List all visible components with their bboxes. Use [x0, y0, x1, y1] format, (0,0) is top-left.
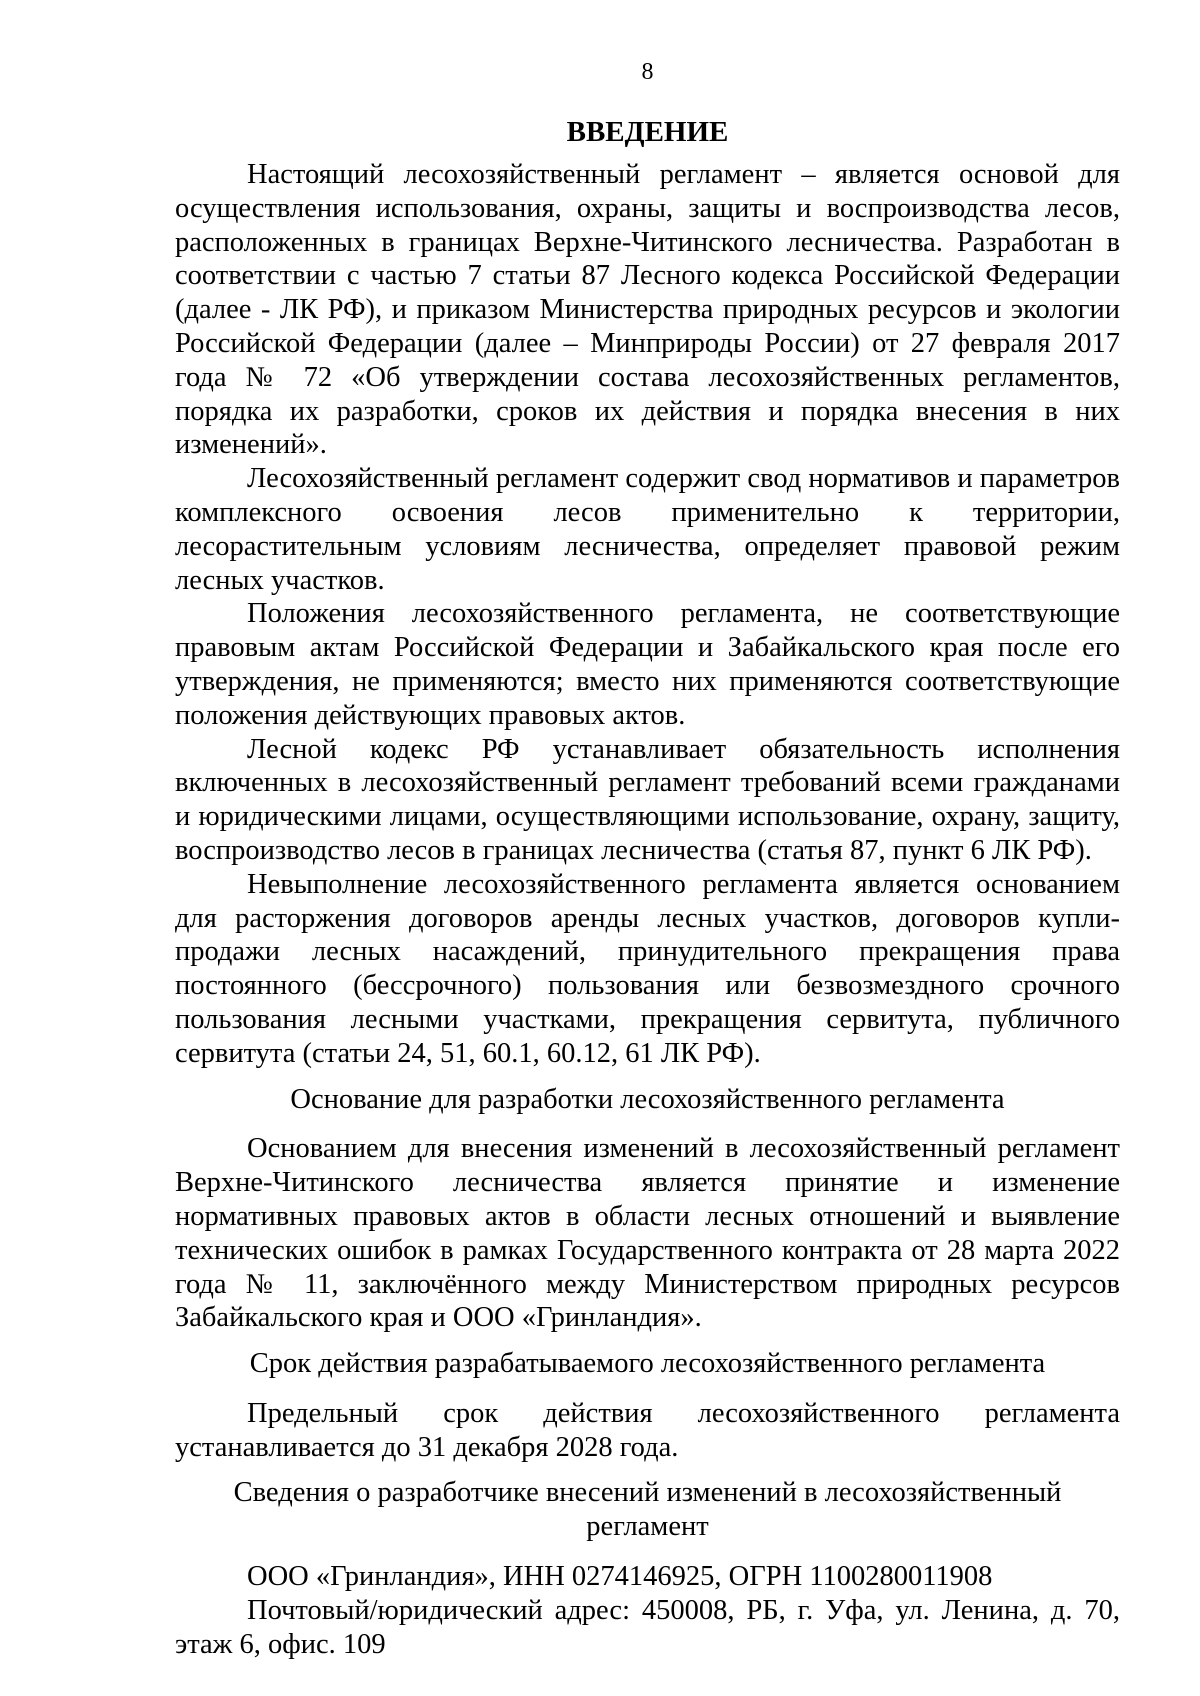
section-heading-developer-line1: Сведения о разработчике внесений изменений в лесохозяйственный — [233, 1477, 1062, 1509]
intro-paragraph-2: Лесохозяйственный регламент содержит свод нормативов и параметров комплексного освоения лесов применительно к территории, лесорастительным условиям лесничества, определяет правовой режим лесных участков. — [175, 463, 1120, 596]
intro-paragraph-4: Лесной кодекс РФ устанавливает обязательность исполнения включенных в лесохозяйственный регламент требований всеми гражданами и юридическими лицами, осуществляющими использование, охрану, защиту, воспроизводство лесов в границах лесничества (статья 87, пункт 6 ЛК РФ). — [175, 733, 1120, 866]
section-basis-text: Основанием для внесения изменений в лесохозяйственный регламент Верхне-Читинского лесничества является принятие и изменение нормативных правовых актов в области лесных отношений и выявление технических ошибок в рамках Государственного контракта от 28 марта 2022 года № 11, заключённого между Министерством природных ресурсов Забайкальского края и ООО «Гринландия». — [175, 1133, 1120, 1334]
intro-paragraph-1: Настоящий лесохозяйственный регламент – является основой для осуществления использования, охраны, защиты и воспроизводства лесов, расположенных в границах Верхне-Читинского лесничества. Разработан в соответствии с частью 7 статьи 87 Лесного кодекса Российской Федерации (далее - ЛК РФ), и приказом Министерства природных ресурсов и экологии Российской Федерации (далее – Минприроды России) от 27 февраля 2017 года № 72 «Об утверждении состава лесохозяйственных регламентов, порядка их разработки, сроков их действия и порядка внесения в них изменений». — [175, 159, 1120, 461]
section-heading-term: Срок действия разрабатываемого лесохозяйственного регламента — [249, 1348, 1046, 1380]
intro-paragraph-3: Положения лесохозяйственного регламента, не соответствующие правовым актам Российской Федерации и Забайкальского края после его утверждения, не применяются; вместо них применяются соответствующие положения действующих правовых актов. — [175, 598, 1120, 731]
section-term-text: Предельный срок действия лесохозяйственного регламента устанавливается до 31 декабря 2028 года. — [175, 1397, 1120, 1463]
intro-paragraph-5: Невыполнение лесохозяйственного регламента является основанием для расторжения договоров аренды лесных участков, договоров купли-продажи лесных насаждений, принудительного прекращения права постоянного (бессрочного) пользования или безвозмездного срочного пользования лесными участками, прекращения сервитута, публичного сервитута (статьи 24, 51, 60.1, 60.12, 61 ЛК РФ). — [175, 868, 1120, 1069]
page-number: 8 — [641, 59, 654, 85]
section-heading-developer-line2: регламент — [586, 1511, 709, 1543]
developer-company: ООО «Гринландия», ИНН 0274146925, ОГРН 1100280011908 — [247, 1561, 993, 1593]
developer-address: Почтовый/юридический адрес: 450008, РБ, г. Уфа, ул. Ленина, д. 70, этаж 6, офис. 109 — [175, 1594, 1120, 1660]
page-title: ВВЕДЕНИЕ — [566, 116, 729, 148]
section-heading-developer — [175, 1464, 1120, 1560]
document-body — [175, 158, 1120, 1661]
section-heading-basis: Основание для разработки лесохозяйственного регламента — [290, 1083, 1005, 1115]
